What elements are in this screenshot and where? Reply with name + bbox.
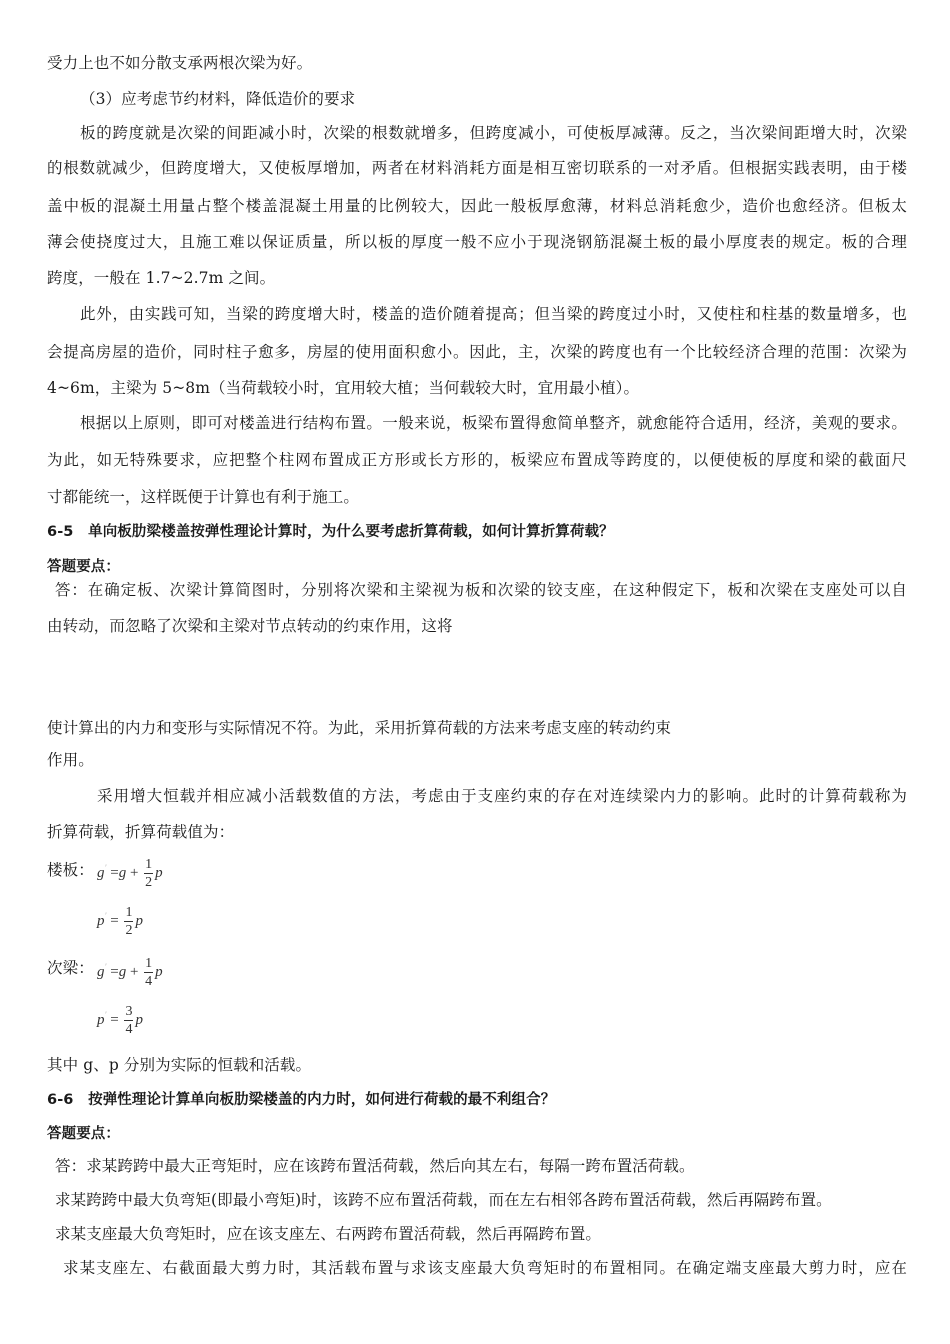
- paragraph-line: 4~6m，主梁为 5~8m（当荷载较小时，宜用较大植；当何载较大时，宜用最小植）。: [47, 379, 640, 397]
- paragraph-line: 折算荷载，折算荷载值为：: [47, 823, 235, 841]
- question-heading: 6-5 单向板肋梁楼盖按弹性理论计算时，为什么要考虑折算荷载，如何计算折算荷载？: [47, 524, 614, 540]
- paragraph-line: 求某支座左、右截面最大剪力时，其活载布置与求该支座最大负弯矩时的布置相同。在确定端支座最大剪力时，应在: [63, 1259, 907, 1277]
- paragraph-line: 的根数就减少，但跨度增大，又使板厚增加，两者在材料消耗方面是相互密切联系的一对矛盾。但根据实践表明，由于楼: [47, 159, 907, 177]
- paragraph-line: 使计算出的内力和变形与实际情况不符。为此，采用折算荷载的方法来考虑支座的转动约束: [47, 719, 672, 737]
- fraction: $\frac{3}{4}$: [125, 1004, 133, 1037]
- beam-g-formula: g′ =g + $\frac{1}{4}$ p: [97, 956, 163, 989]
- slab-p-formula: p′ = $\frac{1}{2}$ p: [97, 905, 143, 938]
- subsection-title: （3）应考虑节约材料，降低造价的要求: [80, 90, 356, 108]
- paragraph-line: 会提高房屋的造价，同时柱子愈多，房屋的使用面积愈小。因此，主，次梁的跨度也有一个比较经济合理的范围：次梁为: [47, 343, 907, 361]
- fraction: $\frac{1}{2}$: [125, 905, 133, 938]
- paragraph-line: 跨度，一般在 1.7~2.7m 之间。: [47, 269, 276, 287]
- paragraph-line: 寸都能统一，这样既便于计算也有利于施工。: [47, 488, 360, 506]
- answer-label: 答题要点：: [47, 559, 120, 575]
- paragraph-line: 作用。: [47, 751, 94, 769]
- paragraph-line: 薄会使挠度过大，且施工难以保证质量，所以板的厚度一般不应小于现浇钢筋混凝土板的最小厚度表的规定。板的合理: [47, 233, 907, 251]
- paragraph-line: 答：求某跨跨中最大正弯矩时，应在该跨布置活荷载，然后向其左右，每隔一跨布置活荷载。: [55, 1157, 695, 1175]
- beam-label: 次梁：: [47, 959, 94, 977]
- paragraph-line: 其中 g、p 分别为实际的恒载和活载。: [47, 1056, 312, 1074]
- paragraph-line: 采用增大恒载并相应减小活载数值的方法，考虑由于支座约束的存在对连续梁内力的影响。此时的计算荷载称为: [97, 787, 907, 805]
- paragraph-line: 盖中板的混凝土用量占整个楼盖混凝土用量的比例较大，因此一般板厚愈薄，材料总消耗愈少，造价也愈经济。但板太: [47, 197, 907, 215]
- paragraph-line: 受力上也不如分散支承两根次梁为好。: [47, 54, 313, 72]
- question-heading: 6-6 按弹性理论计算单向板肋梁楼盖的内力时，如何进行荷载的最不利组合？: [47, 1092, 556, 1108]
- paragraph-line: 由转动，而忽略了次梁和主梁对节点转动的约束作用，这将: [47, 617, 453, 635]
- slab-g-formula: g′ =g + $\frac{1}{2}$ p: [97, 857, 163, 890]
- answer-label: 答题要点：: [47, 1126, 120, 1142]
- beam-p-formula: p′ = $\frac{3}{4}$ p: [97, 1004, 143, 1037]
- paragraph-line: 求某跨跨中最大负弯矩(即最小弯矩)时，该跨不应布置活荷载，而在左右相邻各跨布置活荷载，然后再隔跨布置。: [55, 1191, 832, 1209]
- slab-label: 楼板：: [47, 861, 94, 879]
- paragraph-line: 求某支座最大负弯矩时，应在该支座左、右两跨布置活荷载，然后再隔跨布置。: [55, 1225, 602, 1243]
- paragraph-line: 板的跨度就是次梁的间距减小时，次梁的根数就增多，但跨度减小，可使板厚减薄。反之，当次梁间距增大时，次梁: [80, 124, 907, 142]
- paragraph-line: 根据以上原则，即可对楼盖进行结构布置。一般来说，板梁布置得愈简单整齐，就愈能符合适用，经济，美观的要求。: [80, 414, 907, 432]
- fraction: $\frac{1}{4}$: [145, 956, 153, 989]
- fraction: $\frac{1}{2}$: [145, 857, 153, 890]
- paragraph-line: 答：在确定板、次梁计算简图时，分别将次梁和主梁视为板和次梁的铰支座，在这种假定下，板和次梁在支座处可以自: [55, 581, 907, 599]
- paragraph-line: 此外，由实践可知，当梁的跨度增大时，楼盖的造价随着提高；但当梁的跨度过小时，又使柱和柱基的数量增多，也: [80, 305, 907, 323]
- paragraph-line: 为此，如无特殊要求，应把整个柱网布置成正方形或长方形的，板梁应布置成等跨度的，以便使板的厚度和梁的截面尺: [47, 451, 907, 469]
